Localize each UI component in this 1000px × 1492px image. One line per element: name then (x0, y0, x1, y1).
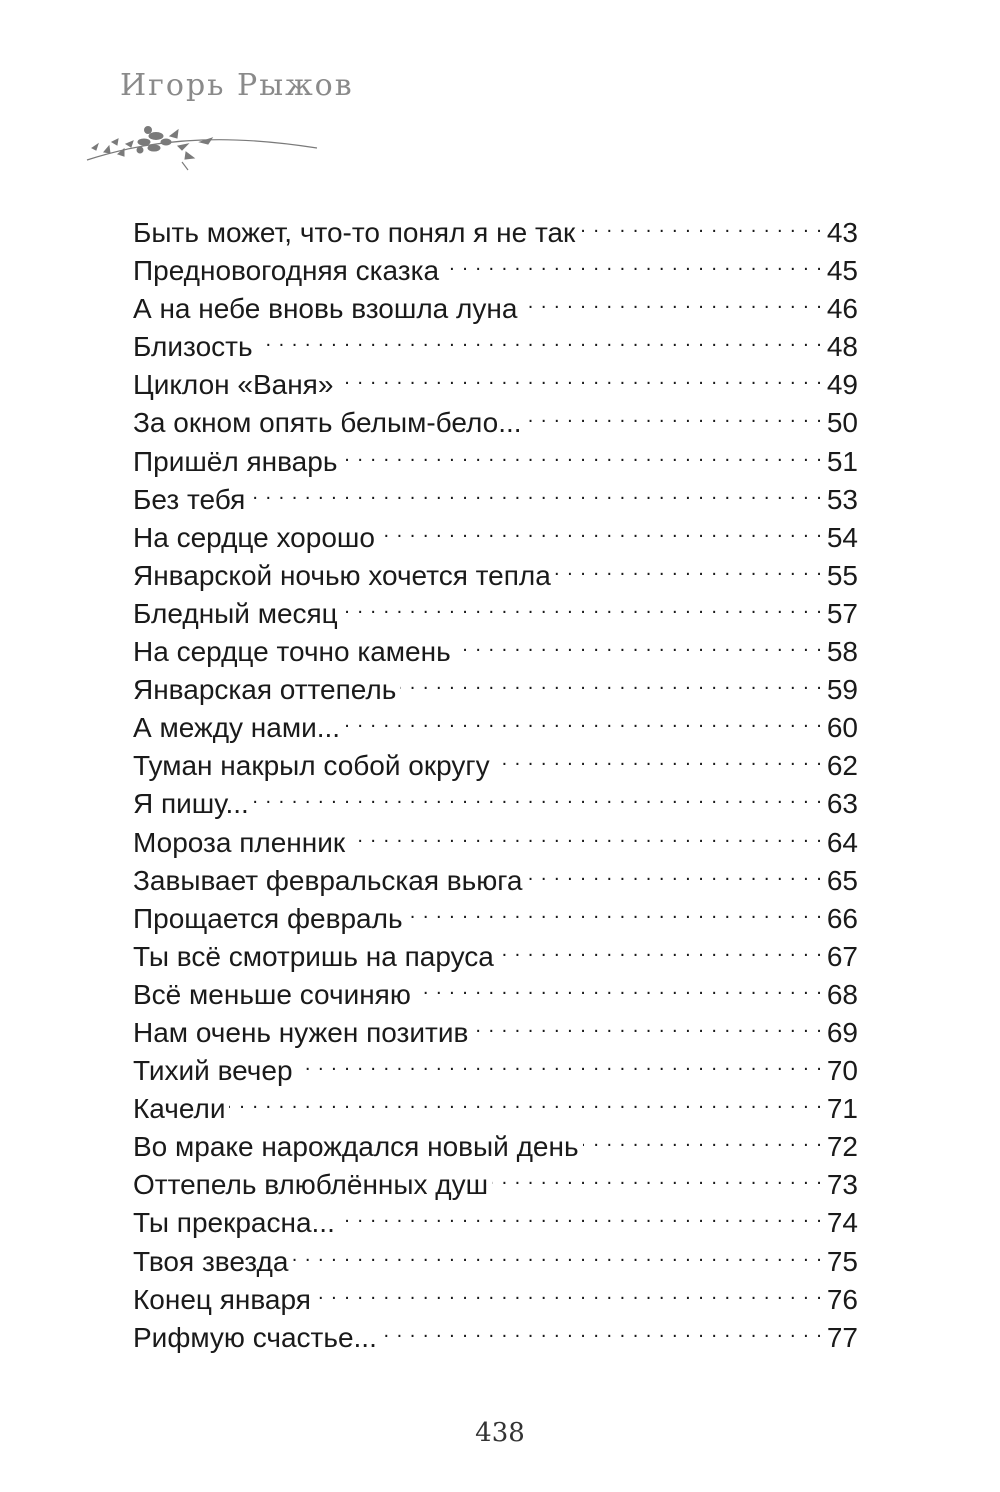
toc-entry-page: 63 (826, 788, 858, 820)
toc-entry-title: Нам очень нужен позитив (133, 1016, 469, 1048)
toc-entry-title: Я пишу... (133, 788, 249, 820)
toc-entry-title: На сердце хорошо (133, 521, 375, 553)
toc-entry-title: На сердце точно камень (133, 636, 451, 668)
toc-entry-title: Близость (133, 331, 253, 363)
toc-entry-title: Мороза пленник (133, 826, 346, 858)
toc-entry-page: 57 (826, 597, 858, 629)
toc-dot-leader (339, 1194, 823, 1232)
toc-entry-page: 53 (826, 483, 858, 515)
toc-entry-title: Всё меньше сочиняю (133, 978, 411, 1010)
floral-ornament-icon (82, 112, 322, 172)
toc-entry-title: Прощается февраль (133, 902, 403, 934)
toc-entry-title: Быть может, что-то понял я не так (133, 217, 576, 248)
toc-entry-page: 48 (826, 331, 858, 363)
toc-entry-page: 68 (826, 978, 858, 1010)
toc-entry-title: Ты прекрасна... (133, 1207, 335, 1239)
toc-dot-leader (349, 814, 823, 852)
toc-entry-page: 59 (826, 674, 858, 706)
toc-entry (133, 1118, 858, 1163)
toc-entry-title: Предновогодняя сказка (133, 255, 440, 287)
toc-entry-title: Твоя звезда (133, 1245, 289, 1277)
toc-entry-page: 62 (826, 750, 858, 782)
toc-dot-leader (253, 775, 823, 813)
toc-entry-page: 66 (826, 902, 858, 934)
toc-entry-title: Ты всё смотришь на паруса (133, 940, 494, 972)
toc-entry-page: 64 (826, 826, 858, 858)
toc-dot-leader (292, 1233, 822, 1271)
toc-dot-leader (583, 1118, 823, 1156)
toc-entry-title: Качели (133, 1093, 226, 1125)
page-number: 438 (475, 1418, 525, 1448)
toc-entry-page: 75 (826, 1245, 858, 1277)
toc-entry-title: Туман накрыл собой округу (133, 750, 490, 782)
toc-dot-leader (494, 737, 823, 775)
toc-entry-title: За окном опять белым-бело... (133, 407, 522, 439)
toc-dot-leader (341, 433, 822, 471)
toc-entry-title: Пришёл январь (133, 445, 338, 477)
toc-dot-leader (498, 928, 823, 966)
toc-dot-leader (249, 471, 823, 509)
toc-entry-page: 73 (826, 1169, 858, 1201)
toc-entry-title: Январская оттепель (133, 674, 397, 706)
toc-entry-page: 65 (826, 864, 858, 896)
toc-entry-title: Январской ночью хочется тепла (133, 559, 551, 591)
toc-entry-page: 49 (826, 369, 858, 401)
toc-dot-leader (555, 547, 823, 585)
toc-dot-leader (415, 966, 823, 1004)
toc-entry-title: Бледный месяц (133, 597, 338, 629)
toc-dot-leader (407, 890, 823, 928)
toc-dot-leader (344, 699, 823, 737)
toc-entry-title: Оттепель влюблённых душ (133, 1169, 489, 1201)
table-of-contents (133, 204, 858, 1353)
toc-entry-page: 54 (826, 521, 858, 553)
toc-entry-page: 77 (826, 1321, 858, 1353)
toc-dot-leader (337, 356, 822, 394)
toc-entry-page: 67 (826, 940, 858, 972)
toc-entry-title: А на небе вновь взошла луна (133, 293, 518, 325)
toc-dot-leader (257, 318, 823, 356)
toc-dot-leader (521, 280, 822, 318)
toc-entry-title: А между нами... (133, 712, 341, 744)
toc-entry-page: 55 (826, 559, 858, 591)
toc-entry-title: Рифмую счастье... (133, 1321, 377, 1353)
toc-entry-page: 46 (826, 293, 858, 325)
toc-dot-leader (229, 1080, 822, 1118)
toc-dot-leader (455, 623, 823, 661)
toc-entry-title: Во мраке нарождался новый день (133, 1131, 579, 1163)
toc-dot-leader (443, 242, 823, 280)
toc-entry-page: 60 (826, 712, 858, 744)
toc-entry-page: 74 (826, 1207, 858, 1239)
toc-dot-leader (526, 852, 822, 890)
toc-entry-page: 43 (826, 217, 858, 248)
author-name: Игорь Рыжов (120, 68, 354, 103)
toc-dot-leader (472, 1004, 823, 1042)
toc-entry-page: 58 (826, 636, 858, 668)
toc-entry-title: Циклон «Ваня» (133, 369, 334, 401)
toc-entry-page: 70 (826, 1055, 858, 1087)
toc-entry-page: 76 (826, 1283, 858, 1315)
toc-dot-leader (526, 394, 823, 432)
toc-entry-title: Завывает февральская вьюга (133, 864, 523, 896)
toc-entry-page: 71 (826, 1093, 858, 1125)
toc-dot-leader (315, 1271, 823, 1309)
toc-entry (133, 1080, 858, 1125)
toc-dot-leader (342, 585, 823, 623)
toc-entry-title: Без тебя (133, 483, 246, 515)
toc-entry-page: 69 (826, 1016, 858, 1048)
toc-dot-leader (379, 509, 823, 547)
toc-dot-leader (579, 204, 823, 242)
toc-entry-page: 45 (826, 255, 858, 287)
toc-entry-page: 72 (826, 1131, 858, 1163)
toc-entry (133, 204, 858, 248)
toc-entry-title: Конец января (133, 1283, 311, 1315)
toc-dot-leader (492, 1156, 823, 1194)
toc-dot-leader (297, 1042, 823, 1080)
toc-entry-title: Тихий вечер (133, 1055, 293, 1087)
toc-dot-leader (400, 661, 822, 699)
toc-entry-page: 51 (826, 445, 858, 477)
toc-entry-page: 50 (826, 407, 858, 439)
toc-dot-leader (381, 1309, 823, 1347)
